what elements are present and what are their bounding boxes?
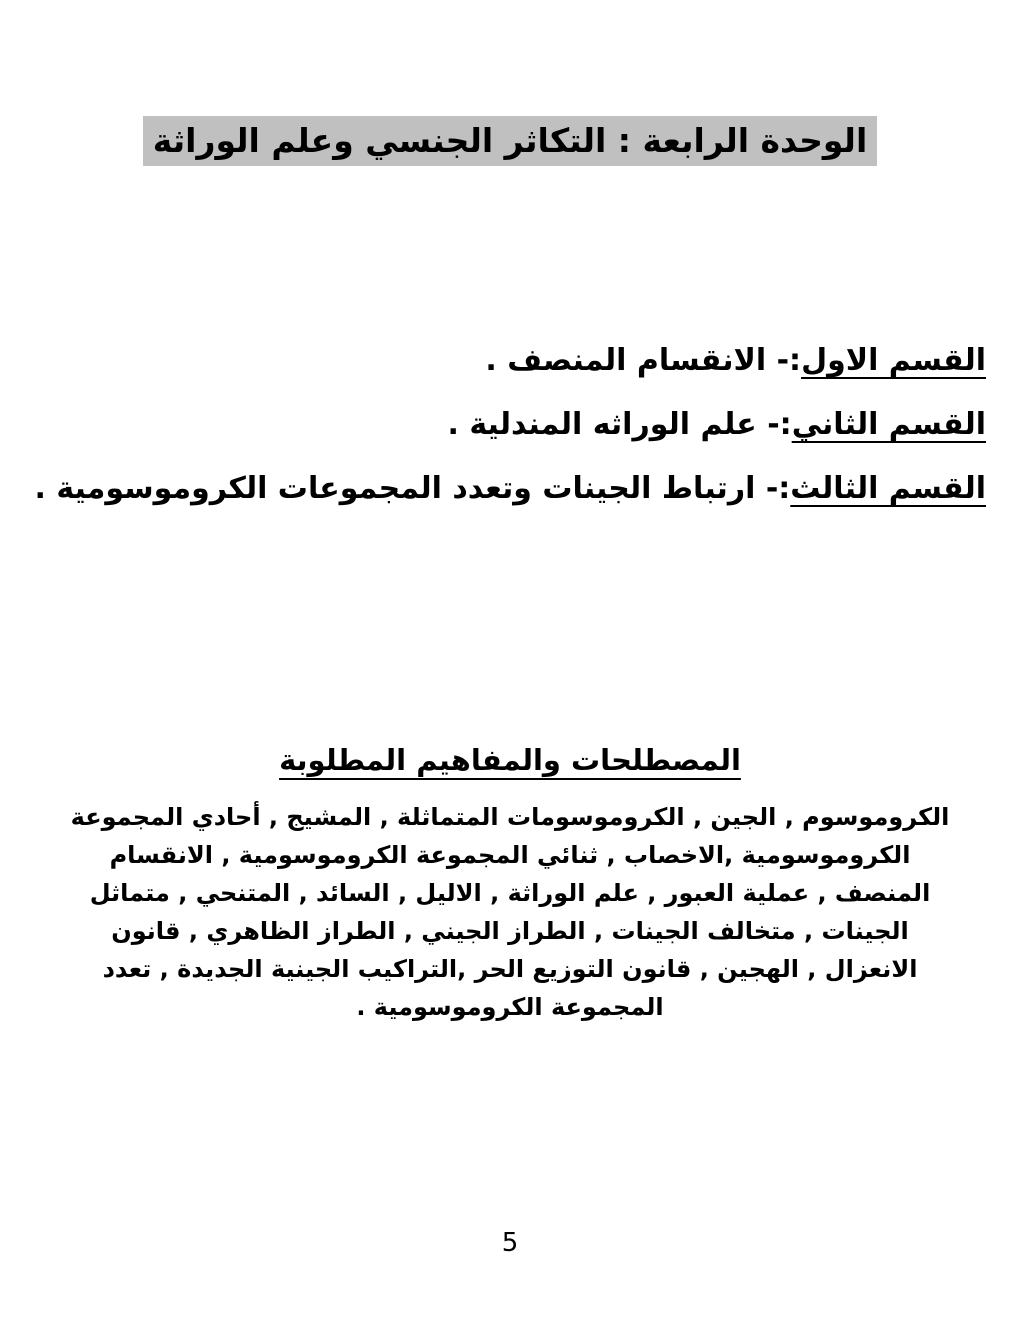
section-1-label: القسم الاول [801, 343, 986, 378]
terms-body: الكروموسوم , الجين , الكروموسومات المتماثلة , المشيج , أحادي المجموعة الكروموسومية ,الاخصاب , ثنائي المجموعة الكروموسومية , الانقسام المنصف , عملية العبور , علم الوراثة , الاليل , السائد , المتنحي , متماثل الجينات , متخالف الجينات , الطراز الجيني , الطراز الظاهري , قانون الانعزال , الهجين , قانون التوزيع الحر ,التراكيب الجينية الجديدة , تعدد المجموعة الكروموسومية . [70, 803, 950, 1021]
section-line-3 [30, 466, 986, 512]
sections-list [0, 338, 1020, 512]
section-2-text: :- علم الوراثه المندلية . [447, 407, 792, 442]
page-number: 5 [501, 1228, 519, 1258]
section-3-label: القسم الثالث [790, 471, 986, 506]
unit-title: الوحدة الرابعة : التكاثر الجنسي وعلم الوراثة [143, 116, 878, 166]
section-2-label: القسم الثاني [791, 407, 986, 442]
section-line-1 [30, 338, 986, 384]
title-row [0, 0, 1020, 166]
section-3-text: :- ارتباط الجينات وتعدد المجموعات الكروموسومية . [34, 471, 791, 506]
terms-heading: المصطلحات والمفاهيم المطلوبة [279, 743, 741, 777]
section-line-2 [30, 402, 986, 448]
section-1-text: :- الانقسام المنصف . [485, 343, 802, 378]
